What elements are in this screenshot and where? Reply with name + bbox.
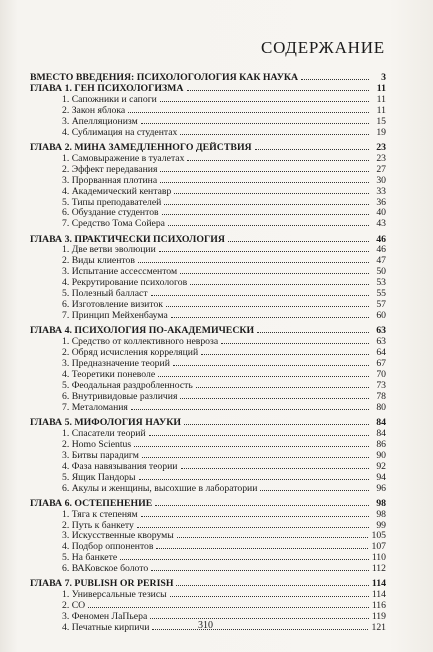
toc-item-row <box>30 310 386 321</box>
section-title: 4. Рекрутирование психологов <box>62 277 188 289</box>
toc-page-number: 63 <box>376 325 386 337</box>
dot-leader <box>120 552 369 560</box>
toc-page-number: 84 <box>376 416 386 428</box>
toc-page-number: 19 <box>376 126 386 138</box>
section-title: 4. Академический кентавр <box>62 185 172 197</box>
toc-page-number: 64 <box>376 347 386 358</box>
toc-item-row <box>30 428 386 439</box>
toc-page-number: 15 <box>376 115 386 127</box>
toc-page-number: 60 <box>376 310 386 321</box>
dot-leader <box>180 127 369 135</box>
toc-item-row <box>30 450 386 461</box>
toc-page-number: 11 <box>376 93 386 105</box>
dot-leader <box>160 164 369 172</box>
toc-item-row <box>30 266 386 277</box>
page-number: 310 <box>198 620 213 631</box>
chapter-title: ГЛАВА 1. ГЕН ПСИХОЛОГИЗМА <box>30 82 184 94</box>
dot-leader <box>88 600 369 608</box>
toc-page-number: 30 <box>376 174 386 186</box>
toc-page-number: 121 <box>371 622 386 634</box>
section-title: 2. Эффект передавания <box>62 163 158 175</box>
dot-leader <box>171 310 369 318</box>
toc-page-number: 99 <box>376 519 386 531</box>
toc-item-row <box>30 299 386 310</box>
toc-page-number: 55 <box>376 288 386 300</box>
toc-item-row <box>30 255 386 266</box>
toc-item-row <box>30 164 386 175</box>
toc-item-row <box>30 207 386 218</box>
dot-leader <box>151 563 369 571</box>
toc-item-row <box>30 336 386 347</box>
dot-leader <box>151 288 369 296</box>
dot-leader <box>159 244 369 252</box>
dot-leader <box>137 520 369 528</box>
dot-leader <box>257 325 369 333</box>
dot-leader <box>150 611 369 619</box>
toc-page-number: 23 <box>376 141 386 153</box>
dot-leader <box>155 498 369 506</box>
section-title: 4. Теоретики поневоле <box>62 368 156 380</box>
toc-chapter-row <box>30 83 386 94</box>
dot-leader <box>187 83 370 91</box>
section-title: 6. Изготовление визиток <box>62 299 164 311</box>
dot-leader <box>164 197 369 205</box>
section-title: 5. Типы преподавателей <box>62 196 162 208</box>
toc-item-row <box>30 589 386 600</box>
toc-item-row <box>30 116 386 127</box>
dot-leader <box>174 186 369 194</box>
section-title: 6. Обуздание студентов <box>62 207 159 219</box>
toc-item-row <box>30 439 386 450</box>
section-title: 3. Феномен ЛаПьера <box>62 611 148 623</box>
dot-leader <box>156 541 368 549</box>
toc-item-row <box>30 391 386 402</box>
toc-item-row <box>30 563 386 574</box>
toc-page-number: 50 <box>376 266 386 278</box>
toc-chapter-row <box>30 325 386 336</box>
toc-page-number: 70 <box>376 368 386 380</box>
toc-chapter-row <box>30 72 386 83</box>
toc-page-number: 53 <box>376 277 386 289</box>
section-title: 5. Полезный балласт <box>62 288 148 300</box>
dot-leader <box>184 417 369 425</box>
section-title: 1. Спасатели теорий <box>62 427 146 439</box>
dot-leader <box>168 218 369 226</box>
toc-chapter-row <box>30 498 386 509</box>
toc-item-row <box>30 380 386 391</box>
section-title: 3. Испытание ассессментом <box>62 266 178 278</box>
chapter-title: ГЛАВА 4. ПСИХОЛОГИЯ ПО-АКАДЕМИЧЕСКИ <box>30 325 255 337</box>
toc-item-row <box>30 244 386 255</box>
toc-item-row <box>30 175 386 186</box>
section-title: 5. На банкете <box>62 552 118 564</box>
section-title: 3. Битвы парадигм <box>62 449 139 461</box>
toc-page-number: 73 <box>376 379 386 391</box>
section-title: 4. Печатные кирпичи <box>62 622 150 634</box>
section-title: 3. Искусственные кворумы <box>62 530 174 542</box>
toc-item-row <box>30 541 386 552</box>
toc-item-row <box>30 127 386 138</box>
dot-leader <box>177 530 369 538</box>
toc-page-number: 40 <box>376 207 386 219</box>
toc-page-number: 63 <box>376 336 386 348</box>
toc-item-row <box>30 277 386 288</box>
section-title: 1. Две ветви эволюции <box>62 244 156 256</box>
toc-item-row <box>30 105 386 116</box>
toc-item-row <box>30 552 386 563</box>
dot-leader <box>173 358 369 366</box>
toc-item-row <box>30 461 386 472</box>
dot-leader <box>166 299 369 307</box>
section-title: 7. Принцип Мейхенбаума <box>62 310 168 321</box>
toc-page-number: 11 <box>376 82 386 94</box>
toc-item-row <box>30 358 386 369</box>
dot-leader <box>152 622 368 630</box>
dot-leader <box>141 509 369 517</box>
dot-leader <box>160 94 369 102</box>
toc-item-row <box>30 530 386 541</box>
section-title: 3. Апелляционизм <box>62 115 138 127</box>
toc-chapter-row <box>30 578 386 589</box>
toc-item-row <box>30 509 386 520</box>
toc-page-number: 86 <box>376 438 386 450</box>
toc-item-row <box>30 600 386 611</box>
dot-leader <box>201 347 369 355</box>
toc-item-row <box>30 347 386 358</box>
dot-leader <box>187 153 369 161</box>
chapter-title: ГЛАВА 7. PUBLISH OR PERISH <box>30 578 174 590</box>
dot-leader <box>221 336 369 344</box>
toc-page-number: 3 <box>381 72 386 83</box>
toc-item-row <box>30 402 386 413</box>
toc-page-number: 107 <box>371 541 386 553</box>
toc-item-row <box>30 153 386 164</box>
section-title: 7. Металомания <box>62 401 128 413</box>
section-title: 3. Прорванная плотина <box>62 174 158 186</box>
dot-leader <box>255 142 369 150</box>
toc-page-number: 114 <box>371 589 386 601</box>
section-title: 5. Ящик Пандоры <box>62 471 136 483</box>
toc-item-row <box>30 94 386 105</box>
section-title: 5. Феодальная раздробленность <box>62 379 193 391</box>
page-title: СОДЕРЖАНИЕ <box>260 38 385 57</box>
section-title: 6. ВАКовское болото <box>62 563 149 575</box>
dot-leader <box>141 116 369 124</box>
toc-page-number: 80 <box>376 401 386 413</box>
toc-page-number: 110 <box>371 552 386 564</box>
toc-page-number: 98 <box>376 497 386 509</box>
chapter-title: ГЛАВА 5. МИФОЛОГИЯ НАУКИ <box>30 416 181 428</box>
toc-chapter-row <box>30 142 386 153</box>
toc-page-number: 112 <box>371 563 386 575</box>
dot-leader <box>142 450 369 458</box>
toc-page-number: 96 <box>376 482 386 494</box>
toc-page-number: 84 <box>376 427 386 439</box>
toc-page-number: 90 <box>376 449 386 461</box>
dot-leader <box>139 472 369 480</box>
dot-leader <box>260 483 369 491</box>
dot-leader <box>149 428 369 436</box>
dot-leader <box>128 105 369 113</box>
section-title: 2. Обряд исчисления корреляций <box>62 347 199 358</box>
toc-page-number: 94 <box>376 471 386 483</box>
dot-leader <box>158 369 369 377</box>
section-title: 2. СО <box>62 600 86 612</box>
dot-leader <box>180 266 369 274</box>
dot-leader <box>162 207 369 215</box>
chapter-title: ГЛАВА 3. ПРАКТИЧЕСКИ ПСИХОЛОГИЯ <box>30 233 225 245</box>
toc-page-number: 116 <box>371 600 386 612</box>
section-title: 1. Средство от коллективного невроза <box>62 336 219 348</box>
chapter-title: ВМЕСТО ВВЕДЕНИЯ: ПСИХОЛОГОЛОГИЯ КАК НАУКА <box>30 72 299 83</box>
dot-leader <box>301 72 369 80</box>
chapter-title: ГЛАВА 6. ОСТЕПЕНЕНИЕ <box>30 497 153 509</box>
dot-leader <box>181 461 370 469</box>
dot-leader <box>134 439 369 447</box>
toc-page-number: 36 <box>376 196 386 208</box>
toc-page-number: 47 <box>376 255 386 267</box>
section-title: 4. Подбор оппонентов <box>62 541 154 553</box>
section-title: 6. Внутривидовые различия <box>62 390 178 402</box>
section-title: 1. Универсальные тезисы <box>62 589 167 601</box>
toc-chapter-row <box>30 234 386 245</box>
toc-item-row <box>30 197 386 208</box>
section-title: 2. Закон яблока <box>62 104 126 116</box>
section-title: 2. Виды клиентов <box>62 255 135 267</box>
toc-page-number: 27 <box>376 163 386 175</box>
section-title: 2. Homo Scientus <box>62 438 132 450</box>
section-title: 6. Акулы и женщины, высохшие в лаборатории <box>62 482 258 494</box>
section-title: 1. Самовыражение в туалетах <box>62 152 185 164</box>
toc-item-row <box>30 472 386 483</box>
toc-item-row <box>30 288 386 299</box>
dot-leader <box>190 277 369 285</box>
dot-leader <box>196 380 369 388</box>
toc-page-number: 43 <box>376 218 386 230</box>
toc-page-number: 78 <box>376 390 386 402</box>
dot-leader <box>160 175 369 183</box>
toc-page-number: 114 <box>371 578 386 590</box>
section-title: 7. Средство Тома Сойера <box>62 218 165 230</box>
toc-page-number: 105 <box>371 530 386 542</box>
toc-page-number: 46 <box>376 233 386 245</box>
toc-chapter-row <box>30 417 386 428</box>
toc-item-row <box>30 369 386 380</box>
dot-leader <box>228 234 369 242</box>
section-title: 1. Сапожники и сапоги <box>62 93 157 105</box>
toc-page-number: 98 <box>376 508 386 520</box>
dot-leader <box>138 255 369 263</box>
section-title: 4. Сублимация на студентах <box>62 126 178 138</box>
section-title: 2. Путь к банкету <box>62 519 134 531</box>
toc-item-row <box>30 520 386 531</box>
toc-page-number: 92 <box>376 460 386 472</box>
toc-page-number: 23 <box>376 152 386 164</box>
toc-page-number: 67 <box>376 358 386 369</box>
section-title: 1. Тяга к степеням <box>62 508 138 520</box>
section-title: 3. Предназначение теорий <box>62 358 170 369</box>
table-of-contents <box>30 72 386 633</box>
dot-leader <box>131 402 369 410</box>
toc-page-number: 46 <box>376 244 386 256</box>
toc-item-row <box>30 218 386 229</box>
dot-leader <box>170 589 369 597</box>
section-title: 4. Фаза навязывания теории <box>62 460 178 472</box>
toc-page-number: 11 <box>376 104 386 116</box>
toc-page-number: 119 <box>371 611 386 623</box>
chapter-title: ГЛАВА 2. МИНА ЗАМЕДЛЕННОГО ДЕЙСТВИЯ <box>30 141 252 153</box>
toc-page-number: 57 <box>376 299 386 311</box>
toc-page-number: 33 <box>376 185 386 197</box>
toc-item-row <box>30 186 386 197</box>
dot-leader <box>180 391 369 399</box>
dot-leader <box>176 578 368 586</box>
toc-item-row <box>30 483 386 494</box>
